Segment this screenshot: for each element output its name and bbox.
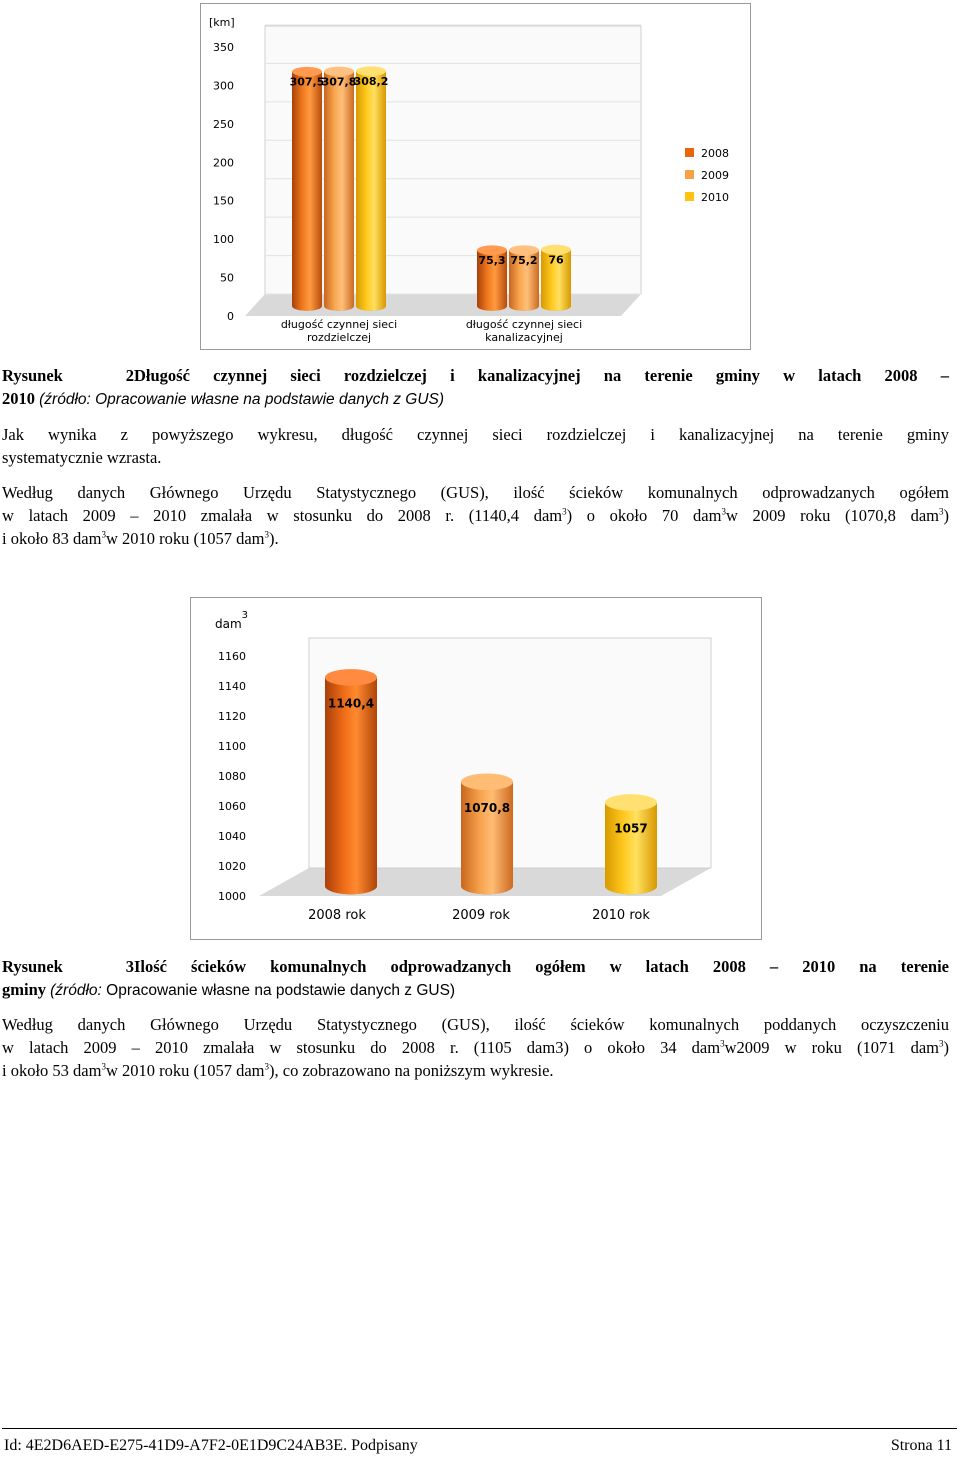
y-tick-150: 150	[213, 194, 234, 208]
bar-2010-1-bottom	[541, 301, 571, 311]
category-label-1: 2009 rok	[452, 908, 510, 923]
bar-2008-1-bottom	[477, 301, 507, 311]
legend-label-2008: 2008	[701, 147, 729, 160]
bar-2-top	[605, 794, 657, 811]
figure-2-title-line2: 2010	[2, 389, 35, 408]
document-id: Id: 4E2D6AED-E275-41D9-A7F2-0E1D9C24AB3E. Podpisany	[4, 1437, 418, 1454]
y-tick-1100: 1100	[218, 740, 246, 753]
y-tick-1120: 1120	[218, 710, 246, 723]
data-label-0: 1140,4	[327, 696, 375, 711]
y-tick-100: 100	[213, 233, 234, 247]
bar-1-bottom	[461, 878, 513, 895]
legend-swatch-2010	[685, 192, 694, 201]
bar-0-bottom	[325, 878, 377, 895]
bar-1-body	[461, 782, 513, 886]
category-labels	[281, 318, 582, 344]
bar-2008-0-body	[292, 72, 322, 306]
y-tick-1160: 1160	[218, 650, 246, 663]
bar-2009-0-body	[324, 71, 354, 306]
y-axis-ticks	[218, 650, 246, 903]
legend	[685, 147, 729, 204]
y-tick-1060: 1060	[218, 800, 246, 813]
paragraph-1-line2: systematycznie wzrasta.	[2, 448, 162, 467]
data-label-2008-1: 75,3	[478, 254, 506, 268]
y-tick-200: 200	[213, 156, 234, 170]
paragraph-1-line1: Jak wynika z powyższego wykresu, długość czynnej sieci rozdzielczej i kanalizacyjnej na terenie gminy	[2, 425, 949, 444]
category-label-2: 2010 rok	[592, 908, 650, 923]
paragraph-sewage-discharged	[2, 481, 949, 550]
bar-1-top	[461, 773, 513, 790]
data-label-1: 1070,8	[463, 800, 511, 815]
paragraph-2-line2: w latach 2009 – 2010 zmalała w stosunku do 2008 r. (1140,4 dam$^3$) o około 70 dam$^3$w 2009 roku (1070,8 dam$^3$)	[2, 506, 949, 525]
bar-2010-0	[356, 66, 386, 310]
y-tick-1040: 1040	[218, 830, 246, 843]
data-label-2008-0: 307,5	[289, 75, 325, 89]
paragraph-3-line1: Według danych Głównego Urzędu Statystycznego (GUS), ilość ścieków komunalnych poddanych oczyszczeniu	[2, 1015, 949, 1034]
figure-2-source: (źródło: Opracowanie własne na podstawie danych z GUS)	[39, 391, 445, 408]
legend-label-2009: 2009	[701, 169, 729, 182]
bar-2	[605, 794, 657, 894]
y-tick-1080: 1080	[218, 770, 246, 783]
paragraph-3-line3: i około 53 dam$^3$w 2010 roku (1057 dam$^3$), co zobrazowano na poniższym wykresie.	[2, 1061, 554, 1080]
data-label-2010-0: 308,2	[353, 75, 389, 89]
paragraph-2-line1: Według danych Głównego Urzędu Statystycznego (GUS), ilość ścieków komunalnych odprowadzanych ogółem	[2, 483, 949, 502]
bar-2-bottom	[605, 878, 657, 895]
y-tick-50: 50	[220, 271, 234, 285]
data-label-2009-1: 75,2	[510, 254, 538, 268]
category-label-1-1: kanalizacyjnej	[485, 331, 563, 344]
legend-swatch-2008	[685, 148, 694, 157]
figure-3-caption	[2, 955, 949, 1002]
figure-3-label: Rysunek 3	[2, 957, 134, 976]
bar-0-top	[325, 669, 377, 686]
y-tick-1140: 1140	[218, 680, 246, 693]
bar-2008-0	[292, 67, 322, 311]
figure-3-source-prefix: (źródło:	[50, 982, 107, 999]
figure-2-title-line1: Długość czynnej sieci rozdzielczej i kanalizacyjnej na terenie gminy w latach 2008 –	[134, 366, 949, 385]
bar-2-body	[605, 803, 657, 887]
bar-2008-0-bottom	[292, 301, 322, 311]
footer-divider	[2, 1428, 957, 1429]
y-tick-250: 250	[213, 117, 234, 131]
page-number: Strona 11	[890, 1437, 952, 1454]
bar-2009-1-bottom	[509, 301, 539, 311]
y-axis-unit: [km]	[209, 16, 235, 29]
y-tick-300: 300	[213, 79, 234, 93]
paragraph-network-growth	[2, 423, 949, 469]
figure-2-caption	[2, 364, 949, 411]
paragraph-3-line2: w latach 2009 – 2010 zmalała w stosunku do 2008 r. (1105 dam3) o około 34 dam$^3$w2009 w roku (1071 dam$^3$)	[2, 1038, 949, 1057]
y-tick-350: 350	[213, 41, 234, 54]
figure-3-source: Opracowanie własne na podstawie danych z GUS)	[106, 982, 456, 999]
legend-swatch-2009	[685, 170, 694, 179]
y-axis-ticks	[213, 41, 234, 323]
figure-3-title-line2: gminy	[2, 980, 47, 999]
y-tick-0: 0	[227, 310, 234, 323]
sewage-volume-chart-svg	[191, 598, 761, 939]
bar-2010-0-bottom	[356, 301, 386, 311]
figure-2-label: Rysunek 2	[2, 366, 134, 385]
paragraph-2-line3: i około 83 dam$^3$w 2010 roku (1057 dam$^3$).	[2, 529, 279, 548]
category-label-0-0: długość czynnej sieci	[280, 318, 398, 331]
y-tick-1000: 1000	[218, 890, 246, 903]
data-label-2009-0: 307,8	[321, 75, 357, 89]
data-label-2: 1057	[614, 821, 648, 836]
figure-3-title-line1: Ilość ścieków komunalnych odprowadzanych ogółem w latach 2008 – 2010 na terenie	[134, 957, 949, 976]
network-length-chart-svg	[201, 4, 750, 349]
data-label-2010-1: 76	[548, 253, 564, 267]
bar-2009-0-bottom	[324, 301, 354, 311]
y-axis-unit: dam$^3$	[215, 610, 249, 631]
category-label-1-0: długość czynnej sieci	[465, 318, 583, 331]
category-label-0: 2008 rok	[308, 908, 366, 923]
network-length-chart	[200, 3, 751, 350]
bar-1	[461, 773, 513, 894]
category-label-0-1: rozdzielczej	[306, 331, 372, 344]
y-tick-1020: 1020	[218, 860, 246, 873]
bar-2010-0-body	[356, 71, 386, 306]
sewage-volume-chart	[190, 597, 762, 940]
paragraph-sewage-treated	[2, 1013, 949, 1082]
legend-label-2010: 2010	[701, 191, 729, 204]
category-labels	[308, 908, 650, 923]
bar-2009-0	[324, 67, 354, 311]
